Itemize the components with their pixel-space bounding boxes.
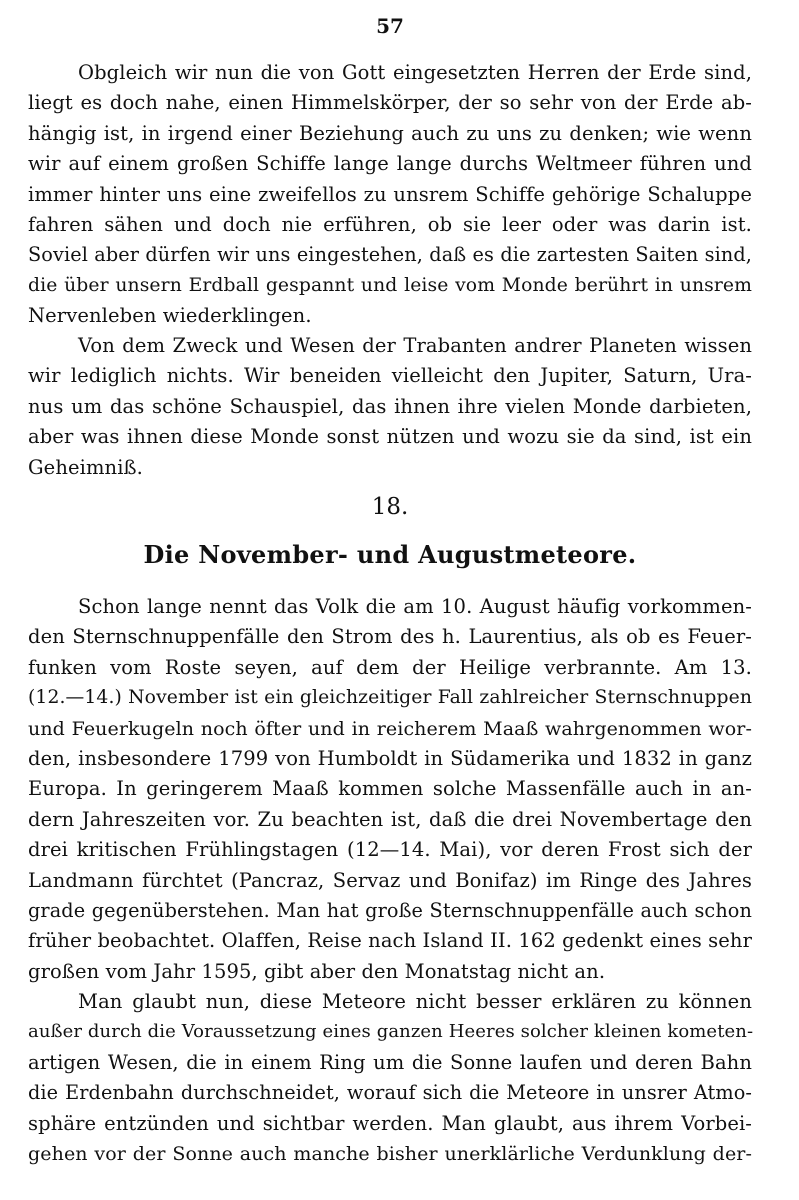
text-line: hängig ist, in irgend einer Beziehung auch zu uns zu denken; wie wenn bbox=[28, 121, 752, 145]
text-line: nus um das schöne Schauspiel, das ihnen ihre vielen Monde darbieten, bbox=[28, 394, 752, 418]
text-line: aber was ihnen diese Monde sonst nützen und wozu sie da sind, ist ein bbox=[28, 425, 752, 449]
paragraph-meteor-showers bbox=[28, 592, 752, 987]
text-line: Soviel aber dürfen wir uns eingestehen, daß es die zartesten Saiten sind, bbox=[28, 243, 752, 267]
text-line: die Erdenbahn durchschneidet, worauf sich die Meteore in unsrer Atmo- bbox=[28, 1081, 752, 1105]
paragraph-meteor-explanation bbox=[28, 987, 752, 1169]
text-line: Schon lange nennt das Volk die am 10. August häufig vorkommen- bbox=[78, 595, 752, 618]
text-line: Geheimniß. bbox=[28, 455, 143, 479]
text-line: den, insbesondere 1799 von Humboldt in Südamerika und 1832 in ganz bbox=[28, 746, 752, 770]
page-number: 57 bbox=[376, 14, 404, 38]
paragraph-satellites bbox=[28, 331, 752, 483]
text-line: artigen Wesen, die in einem Ring um die Sonne laufen und deren Bahn bbox=[28, 1050, 752, 1074]
text-line: wir lediglich nichts. Wir beneiden vielleicht den Jupiter, Saturn, Ura- bbox=[28, 364, 752, 388]
text-line: Von dem Zweck und Wesen der Trabanten andrer Planeten wissen bbox=[78, 334, 752, 357]
text-line: Nervenleben wiederklingen. bbox=[28, 304, 312, 328]
text-line: dern Jahreszeiten vor. Zu beachten ist, daß die drei Novembertage den bbox=[28, 807, 752, 831]
paragraph-earth-moon bbox=[28, 58, 752, 332]
text-line: Man glaubt nun, diese Meteore nicht besser erklären zu können bbox=[78, 990, 752, 1013]
book-page bbox=[28, 0, 752, 1200]
text-line: sphäre entzünden und sichtbar werden. Man glaubt, aus ihrem Vorbei- bbox=[28, 1111, 752, 1135]
text-line: die über unsern Erdball gespannt und leise vom Monde berührt in unsrem bbox=[28, 274, 752, 296]
text-line: großen vom Jahr 1595, gibt aber den Monatstag nicht an. bbox=[28, 959, 606, 983]
text-line: fahren sähen und doch nie erführen, ob sie leer oder was darin ist. bbox=[28, 212, 752, 236]
text-line: Obgleich wir nun die von Gott eingesetzten Herren der Erde sind, bbox=[78, 61, 752, 84]
text-line: früher beobachtet. Olaffen, Reise nach Island II. 162 gedenkt eines sehr bbox=[28, 929, 752, 953]
text-line: liegt es doch nahe, einen Himmelskörper, der so sehr von der Erde ab- bbox=[28, 91, 752, 115]
section-title: Die November- und Augustmeteore. bbox=[143, 540, 637, 569]
text-line: drei kritischen Frühlingstagen (12—14. Mai), vor deren Frost sich der bbox=[28, 838, 752, 862]
text-line: und Feuerkugeln noch öfter und in reicherem Maaß wahrgenommen wor- bbox=[28, 717, 752, 740]
text-line: außer durch die Voraussetzung eines ganzen Heeres solcher kleinen kometen- bbox=[28, 1021, 754, 1043]
text-line: Landmann fürchtet (Pancraz, Servaz und Bonifaz) im Ringe des Jahres bbox=[28, 868, 752, 892]
text-line: den Sternschnuppenfälle den Strom des h. Laurentius, als ob es Feuer- bbox=[28, 625, 752, 649]
text-line: gehen vor der Sonne auch manche bisher unerklärliche Verdunklung der- bbox=[28, 1142, 752, 1165]
text-line: grade gegenüberstehen. Man hat große Sternschnuppenfälle auch schon bbox=[28, 898, 752, 922]
text-line: Europa. In geringerem Maaß kommen solche Massenfälle auch in an- bbox=[28, 777, 752, 801]
text-line: funken vom Roste seyen, auf dem der Heilige verbrannte. Am 13. bbox=[28, 655, 752, 679]
text-line: wir auf einem großen Schiffe lange lange durchs Weltmeer führen und bbox=[28, 152, 752, 176]
text-line: immer hinter uns eine zweifellos zu unsrem Schiffe gehörige Schaluppe bbox=[28, 182, 752, 206]
text-line: (12.—14.) November ist ein gleichzeitiger Fall zahlreicher Sternschnuppen bbox=[28, 687, 752, 709]
section-number: 18. bbox=[371, 494, 409, 520]
